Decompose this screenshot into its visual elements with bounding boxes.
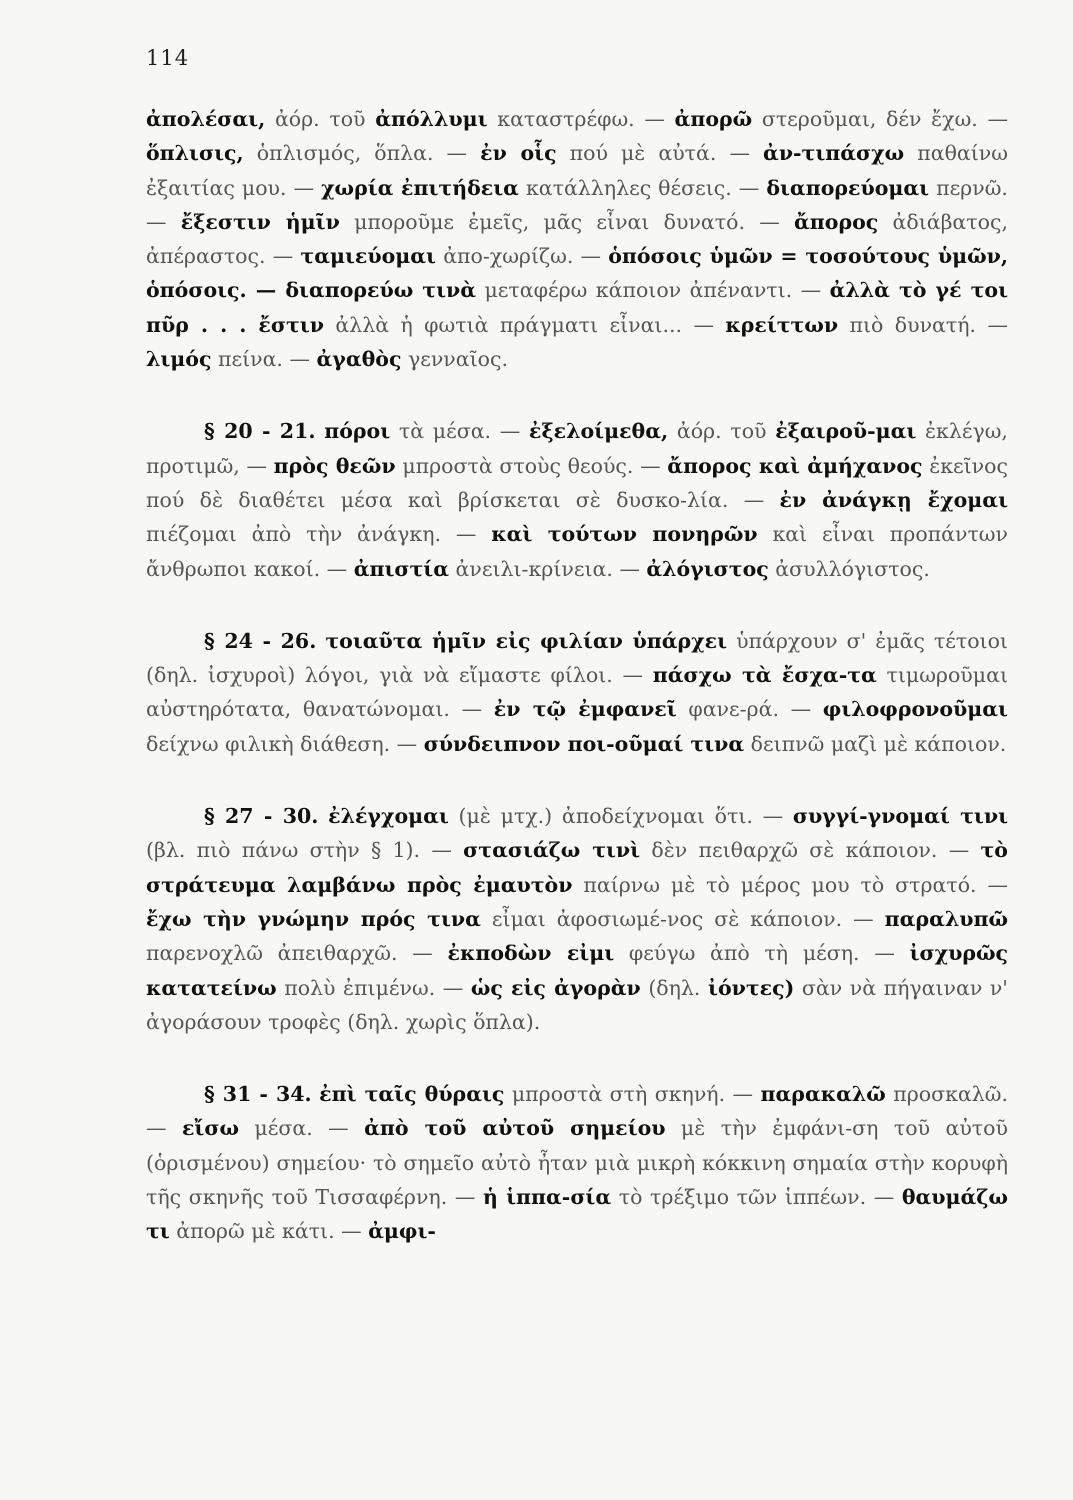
headword: ἀπορῶ (674, 107, 753, 131)
gloss: μπροστὰ στοὺς θεούς. — (402, 453, 661, 478)
gloss: ἀδιάβατος, ἀπέραστος. — (146, 209, 1008, 269)
headword: θαυμάζω τι (146, 1185, 1008, 1244)
headword: εἴσω (181, 1116, 239, 1141)
gloss: μὲ τὴν ἐμφάνι-ση τοῦ αὐτοῦ (ὁρισμένου) σημείου· τὸ σημεῖο αὐτὸ ἦταν μιὰ μικρὴ κόκκινη σημαία στὴν κορυφὴ τῆς σκηνῆς τοῦ Τισσαφέρνη. — (146, 1116, 1008, 1210)
gloss: πείνα. — (218, 347, 310, 372)
gloss: ἀλλὰ ἡ φωτιὰ πράγματι εἶναι... — (335, 312, 714, 337)
gloss: τιμωροῦμαι αὐστηρότατα, θανατώνομαι. — (146, 663, 1008, 722)
page-number: 114 (146, 46, 190, 70)
headword: ἐν τῷ ἐμφανεῖ (493, 697, 677, 722)
headword: ἐπὶ ταῖς θύραις (319, 1082, 505, 1107)
headword: ἀγαθὸς (316, 347, 402, 372)
gloss: δὲν πειθαρχῶ σὲ κάποιον. — (651, 838, 970, 863)
gloss: ἐκλέγω, προτιμῶ, — (146, 419, 1008, 478)
gloss: ἀόρ. τοῦ (676, 419, 767, 444)
headword: πάσχω τὰ ἔσχα-τα (652, 663, 877, 688)
headword: ὡς εἰς ἀγορὰν (470, 975, 641, 1000)
headword: καὶ τούτων πονηρῶν (491, 522, 758, 547)
gloss: καὶ εἶναι προπάντων ἄνθρωποι κακοί. — (146, 522, 1008, 581)
headword: ἀλλὰ τὸ γέ τοι πῦρ . . . ἔστιν (146, 278, 1008, 337)
headword: ἄπορος καὶ ἀμήχανος (667, 453, 923, 478)
section-paragraph (146, 414, 1008, 585)
gloss: φανε-ρά. — (688, 697, 812, 722)
section-paragraph (146, 799, 1008, 1039)
headword: ἔχω τὴν γνώμην πρός τινα (146, 906, 481, 931)
gloss: ἀόρ. τοῦ (274, 107, 366, 131)
headword: τὸ στράτευμα λαμβάνω πρὸς ἐμαυτὸν (146, 838, 1008, 897)
gloss: τὸ τρέξιμο τῶν ἱππέων. — (618, 1185, 895, 1210)
gloss: προσκαλῶ. — (146, 1082, 1008, 1141)
gloss: ἐκεῖνος πού δὲ διαθέτει μέσα καὶ βρίσκεται σὲ δυσκο-λία. — (146, 453, 1008, 512)
headword: ἐν οἷς (480, 141, 557, 166)
headword: ἡ ἱππα-σία (482, 1185, 612, 1210)
glossary-body (146, 102, 1008, 1249)
headword: παρακαλῶ (760, 1082, 886, 1107)
gloss: γενναῖος. (407, 347, 508, 372)
headword: ἀμφι- (368, 1219, 436, 1244)
headword: λιμός (146, 347, 212, 372)
gloss: παρενοχλῶ ἀπειθαρχῶ. — (146, 941, 433, 966)
headword: ἐν ἀνάγκῃ ἔχομαι (779, 487, 1008, 512)
gloss: μποροῦμε ἐμεῖς, μᾶς εἶναι δυνατό. — (354, 209, 780, 234)
gloss: στεροῦμαι, δέν ἔχω. — (761, 107, 1008, 131)
gloss: εἶμαι ἀφοσιωμέ-νος σὲ κάποιον. — (491, 906, 874, 931)
gloss: παίρνω μὲ τὸ μέρος μου τὸ στρατό. — (583, 872, 1008, 897)
headword: συγγί-γνομαί τινι (792, 804, 1008, 829)
gloss: παθαίνω ἐξαιτίας μου. — (146, 141, 1008, 200)
gloss: δειπνῶ μαζὶ μὲ κάποιον. (750, 731, 1007, 756)
gloss: (δηλ. (648, 975, 701, 1000)
gloss: (βλ. πιὸ πάνω στὴν § 1). — (146, 838, 452, 863)
gloss: ἀπορῶ μὲ κάτι. — (176, 1219, 362, 1244)
gloss: δείχνω φιλικὴ διάθεση. — (146, 731, 418, 756)
headword: ὁπόσοις ὑμῶν = τοσούτους ὑμῶν, ὁπόσοις. — διαπορεύω τινὰ (146, 244, 1008, 303)
headword: πρὸς θεῶν (273, 453, 396, 478)
section-heading: § 31 - 34. (204, 1082, 312, 1107)
headword: ὅπλισις, (146, 141, 244, 166)
headword: φιλοφρονοῦμαι (822, 697, 1008, 722)
headword: παραλυπῶ (884, 906, 1008, 931)
headword: ἐκποδὼν εἰμι (447, 941, 615, 966)
gloss: μπροστὰ στὴ σκηνή. — (511, 1082, 754, 1107)
gloss: ἀσυλλόγιστος. (775, 556, 930, 581)
section-heading: § 24 - 26. (204, 628, 317, 653)
gloss: σὰν νὰ πήγαιναν ν' ἀγοράσουν τροφὲς (δηλ. χωρὶς ὅπλα). (146, 975, 1008, 1034)
section-paragraph (146, 1077, 1008, 1248)
headword: ἀπιστία (353, 556, 450, 581)
headword: σύνδειπνον ποι-οῦμαί τινα (423, 731, 745, 756)
headword: ἰόντες) (708, 975, 795, 1000)
gloss: τὰ μέσα. — (398, 419, 521, 444)
headword: διαπορεύομαι (766, 175, 930, 200)
gloss: ὁπλισμός, ὅπλα. — (256, 141, 468, 166)
headword: ἀπολέσαι, (146, 107, 266, 131)
headword: ἔξεστιν ἡμῖν (180, 209, 340, 234)
section-heading: § 27 - 30. (204, 804, 319, 829)
paragraph (146, 102, 1008, 376)
headword: ἀπόλλυμι (375, 107, 488, 131)
headword: ταμιεύομαι (300, 244, 436, 269)
headword: ἐξαιροῦ-μαι (775, 419, 917, 444)
gloss: ἀπο-χωρίζω. — (443, 244, 602, 269)
headword: ἀν-τιπάσχω (763, 141, 905, 166)
headword: ἀλόγιστος (646, 556, 769, 581)
gloss: ἀνειλι-κρίνεια. — (455, 556, 640, 581)
gloss: μέσα. — (254, 1116, 349, 1141)
headword: ἄπορος (794, 209, 879, 234)
section-heading: § 20 - 21. (204, 419, 316, 444)
headword: ἀπὸ τοῦ αὐτοῦ σημείου (364, 1116, 666, 1141)
headword: ἰσχυρῶς κατατείνω (146, 941, 1008, 1000)
headword: κρείττων (725, 312, 839, 337)
gloss: πολὺ ἐπιμένω. — (284, 975, 464, 1000)
gloss: καταστρέφω. — (497, 107, 665, 131)
headword: τοιαῦτα ἡμῖν εἰς φιλίαν ὑπάρχει (325, 628, 728, 653)
headword: πόροι (324, 419, 391, 444)
gloss: φεύγω ἀπὸ τὴ μέση. — (628, 941, 895, 966)
headword: στασιάζω τινὶ (463, 838, 641, 863)
gloss: πιὸ δυνατή. — (849, 312, 1008, 337)
section-paragraph (146, 624, 1008, 761)
headword: ἐλέγχομαι (328, 804, 449, 829)
gloss: ὑπάρχουν σ' ἐμᾶς τέτοιοι (δηλ. ἰσχυροὶ) λόγοι, γιὰ νὰ εἴμαστε φίλοι. — (146, 628, 1008, 688)
gloss: κατάλληλες θέσεις. — (525, 175, 760, 200)
headword: χωρία ἐπιτήδεια (321, 175, 519, 200)
gloss: πού μὲ αὐτά. — (569, 141, 750, 166)
gloss: (μὲ μτχ.) ἀποδείχνομαι ὅτι. — (458, 804, 784, 829)
gloss: πιέζομαι ἀπὸ τὴν ἀνάγκη. — (146, 522, 477, 547)
gloss: μεταφέρω κάποιον ἀπέναντι. — (484, 278, 822, 303)
gloss: περνῶ. — (146, 175, 1008, 234)
headword: ἐξελοίμεθα, (529, 419, 669, 444)
